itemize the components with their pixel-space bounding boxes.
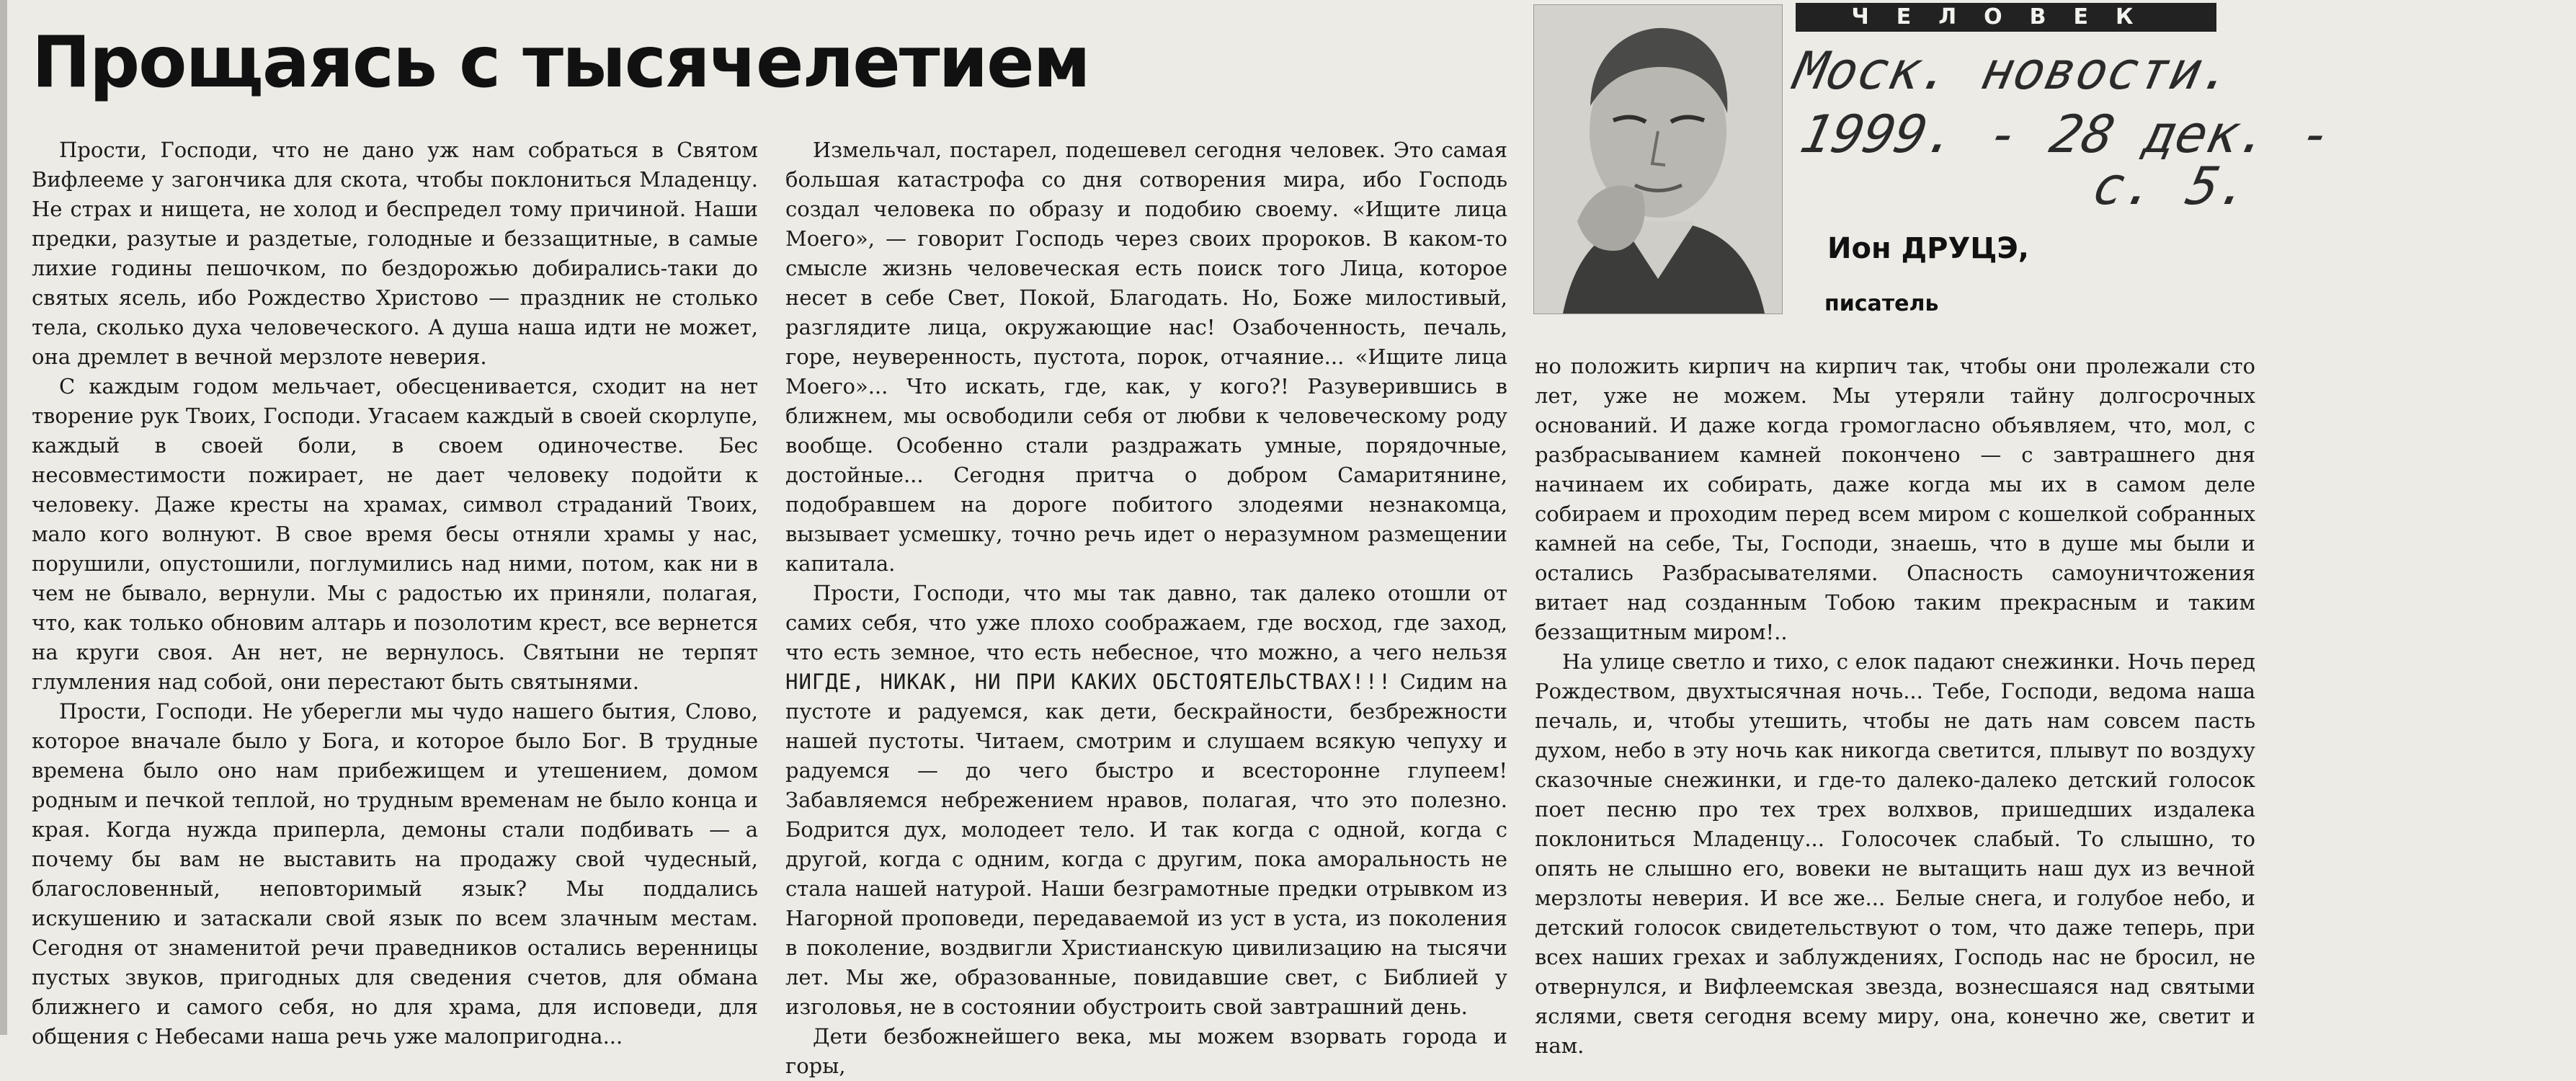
paragraph <box>785 579 1507 1022</box>
paragraph-text: Прости, Господи, что мы так давно, так далеко отошли от самих себя, что уже плохо соображаем, где восход, где заход, что есть земное, что есть небесное, что можно, а чего нельзя <box>785 581 1507 664</box>
scan-edge <box>0 0 7 1035</box>
paragraph: С каждым годом мельчает, обесценивается, сходит на нет творение рук Твоих, Господи. Угасаем каждый в своей скорлупе, каждый в своей боли, в своем одиночестве. Бес несовместимости пожирает, не дает человеку подойти к человеку. Даже кресты на храмах, символ страданий Твоих, мало кого волнуют. В свое время бесы отняли храмы у нас, порушили, опустошили, поглумились над ними, потом, как ни в чем не бывало, вернули. Мы с радостью их приняли, полагая, что, как только обновим алтарь и позолотим крест, все вернется на круги своя. Ан нет, не вернулось. Святыни не терпят глумления над собой, они перестают быть святынями. <box>32 374 758 694</box>
article-column-3 <box>1535 352 2255 1061</box>
portrait-image <box>1534 5 1782 313</box>
handwritten-note-line-3: с. 5. <box>2087 156 2257 216</box>
paragraph: Дети безбожнейшего века, мы можем взорвать города и горы, <box>785 1024 1507 1078</box>
author-photo <box>1533 4 1783 314</box>
paragraph: но положить кирпич на кирпич так, чтобы они пролежали сто лет, уже не можем. Мы утеряли тайну долгосрочных оснований. И даже когда громогласно объявляем, что, мол, с разбрасыванием камней покончено — с завтрашнего дня начинаем их собирать, даже когда мы их в самом деле собираем и проходим перед всем миром с кошелкой собранных камней на себе, Ты, Господи, знаешь, что в душе мы были и остались Разбрасывателями. Опасность самоуничтожения витает над созданным Тобою таким прекрасным и таким беззащитным миром!.. <box>1535 354 2255 644</box>
handwritten-note-line-2: 1999. - 28 дек. - <box>1795 104 2339 164</box>
paragraph: На улице светло и тихо, с елок падают снежинки. Ночь перед Рождеством, двухтысячная ночь... Тебе, Господи, ведома наша печаль, и, чтобы утешить, чтобы не дать нам совсем пасть духом, небо в эту ночь как никогда светится, плывут по воздуху сказочные снежинки, и где-то далеко-далеко детский голосок поет песню про тех трех волхвов, пришедших издалека поклониться Младенцу... Голосочек слабый. То слышно, то опять не слышно его, вовеки не вытащить наш дух из вечной мерзлоты неверия. И все же... Белые снега, и голубое небо, и детский голосок свидетельствуют о том, что даже теперь, при всех наших грехах и заблуждениях, Господь нас не бросил, не отвернулся, и Вифлеемская звезда, вознесшаяся над святыми яслями, светя сегодня всему миру, она, конечно же, светит и нам. <box>1535 649 2255 1058</box>
author-name: Ион ДРУЦЭ, <box>1827 232 2029 265</box>
author-role: писатель <box>1824 291 1939 316</box>
paragraph: Прости, Господи. Не уберегли мы чудо нашего бытия, Слово, которое вначале было у Бога, и которое было Бог. В трудные времена было оно нам прибежищем и утешением, домом родным и печкой теплой, но трудным временам не было конца и края. Когда нужда приперла, демоны стали подбивать — а почему бы вам не выставить на продажу свой чудесный, благословенный, неповторимый язык? Мы поддались искушению и затаскали свой язык по всем злачным местам. Сегодня от знаменитой речи праведников остались веренницы пустых звуков, пригодных для сведения счетов, для обмана ближнего и самого себя, но для храма, для исповеди, для общения с Небесами наша речь уже малопригодна... <box>32 699 758 1049</box>
article-headline: Прощаясь с тысячелетием <box>32 22 1089 104</box>
emphasis-caps: НИГДЕ, НИКАК, НИ ПРИ КАКИХ ОБСТОЯТЕЛЬСТВАХ!!! <box>785 669 1392 694</box>
article-column-2 <box>785 135 1507 1081</box>
handwritten-note-line-1: Моск. новости. <box>1789 40 2239 101</box>
section-rubric: ЧЕЛОВЕК <box>1796 3 2216 32</box>
article-column-1 <box>32 135 758 1051</box>
paragraph: Прости, Господи, что не дано уж нам собраться в Святом Вифлееме у загончика для скота, чтобы поклониться Младенцу. Не страх и нищета, не холод и беспредел тому причиной. Наши предки, разутые и раздетые, голодные и беззащитные, в самые лихие годины пешочком, по бездорожью добирались-таки до святых ясель, ибо Рождество Христово — праздник не столько тела, сколько духа человеческого. А душа наша идти не может, она дремлет в вечной мерзлоте неверия. <box>32 138 758 369</box>
paragraph-text: Сидим на пустоте и радуемся, как дети, бескрайности, безбрежности нашей пустоты. Читаем, смотрим и слушаем всякую чепуху и радуемся — до чего быстро и всесторонне глупеем! Забавляемся небрежением нравов, полагая, что это полезно. Бодрится дух, молодеет тело. И так когда с одной, когда с другой, когда с одним, когда с другим, пока аморальность не стала нашей натурой. Наши безграмотные предки отрывком из Нагорной проповеди, передаваемой из уст в уста, из поколения в поколение, воздвигли Христианскую цивилизацию на тысячи лет. Мы же, образованные, повидавшие свет, с Библией у изголовья, не в состоянии обустроить свой завтрашний день. <box>785 669 1507 1019</box>
paragraph: Измельчал, постарел, подешевел сегодня человек. Это самая большая катастрофа со дня сотворения мира, ибо Господь создал человека по образу и подобию своему. «Ищите лица Моего», — говорит Господь через своих пророков. В каком-то смысле жизнь человеческая есть поиск того Лица, которое несет в себе Свет, Покой, Благодать. Но, Боже милостивый, разглядите лица, окружающие нас! Озабоченность, печаль, горе, неуверенность, пустота, порок, отчаяние... «Ищите лица Моего»... Что искать, где, как, у кого?! Разуверившись в ближнем, мы освободили себя от любви к человеческому роду вообще. Особенно стали раздражать умные, порядочные, достойные... Сегодня притча о добром Самаритянине, подобравшем на дороге побитого злодеями незнакомца, вызывает усмешку, точно речь идет о неразумном размещении капитала. <box>785 138 1507 576</box>
